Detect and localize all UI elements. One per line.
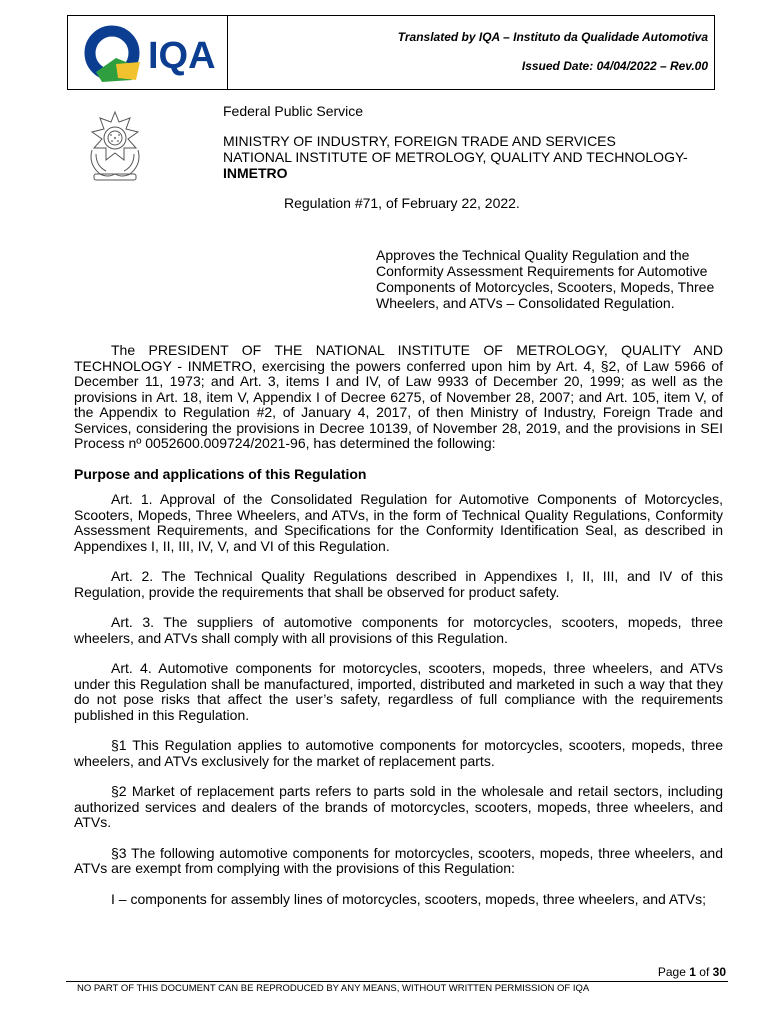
section-heading: Purpose and applications of this Regulation	[74, 465, 367, 482]
paragraph-2: §2 Market of replacement parts refers to parts sold in the wholesale and retail sectors, including authorized services and dealers of the brands of motorcycles, scooters, mopeds, three wheelers, and ATVs.	[74, 783, 723, 830]
regulation-summary: Approves the Technical Quality Regulation and the Conformity Assessment Requirements for Automotive Components of Motorcycles, Scooters, Mopeds, Three Wheelers, and ATVs – Consolidated Regulation.	[376, 247, 715, 311]
article-3: Art. 3. The suppliers of automotive components for motorcycles, scooters, mopeds, three wheelers, and ATVs shall comply with all provisions of this Regulation.	[74, 614, 723, 646]
page-current: 1	[689, 965, 696, 979]
page-of: of	[699, 965, 710, 979]
paragraph-1: §1 This Regulation applies to automotive components for motorcycles, scooters, mopeds, three wheelers, and ATVs exclusively for the market of replacement parts.	[74, 737, 723, 769]
coat-of-arms-emblem	[84, 108, 146, 184]
translated-by-line: Translated by IQA – Instituto da Qualidade Automotiva	[397, 30, 708, 44]
regulation-title: Regulation #71, of February 22, 2022.	[284, 195, 520, 211]
page-total: 30	[712, 965, 726, 979]
institute-acronym: INMETRO	[223, 165, 288, 181]
issued-date: Issued Date: 04/04/2022 – Rev.00	[521, 59, 708, 73]
regulation-body	[74, 343, 723, 922]
item-i: I – components for assembly lines of motorcycles, scooters, mopeds, three wheelers, and ATVs;	[111, 890, 707, 907]
iqa-logo-cell	[68, 16, 228, 89]
federal-public-service: Federal Public Service	[223, 103, 364, 119]
ministry-name: MINISTRY OF INDUSTRY, FOREIGN TRADE AND SERVICES	[223, 133, 616, 149]
article-4: Art. 4. Automotive components for motorcycles, scooters, mopeds, three wheelers, and ATVs under this Regulation shall be manufactured, imported, distributed and marketed in such a way that they do not pose risks that affect the user’s safety, regardless of full compliance with the requirements published in this Regulation.	[74, 660, 723, 723]
paragraph-3: §3 The following automotive components for motorcycles, scooters, mopeds, three wheelers, and ATVs are exempt from complying with the provisions of this Regulation:	[74, 844, 723, 876]
logo-text: IQA	[148, 35, 216, 77]
preamble-paragraph: The PRESIDENT OF THE NATIONAL INSTITUTE OF METROLOGY, QUALITY AND TECHNOLOGY - INMETRO, exercising the powers conferred upon him by Art. 4, §2, of Law 5966 of December 11, 1973; and Art. 3, items I and IV, of Law 9933 of December 20, 1999; as well as the provisions in Art. 18, item V, Appendix I of Decree 6275, of November 28, 2007; and Art. 105, item V, of the Appendix to Regulation #2, of January 4, 2017, of then Ministry of Industry, Foreign Trade and Services, considering the provisions in Decree 10139, of November 28, 2019, and the provisions in SEI Process nº 0052600.009724/2021-96, has determined the following:	[74, 342, 723, 451]
page-label: Page	[657, 965, 686, 979]
article-2: Art. 2. The Technical Quality Regulations described in Appendixes I, II, III, and IV of this Regulation, provide the requirements that shall be observed for product safety.	[74, 568, 723, 600]
document-header	[67, 15, 715, 90]
iqa-logo	[74, 22, 222, 84]
institute-name: NATIONAL INSTITUTE OF METROLOGY, QUALITY AND TECHNOLOGY-	[223, 149, 688, 165]
footer-divider	[66, 981, 728, 982]
page-number	[658, 965, 726, 979]
article-1: Art. 1. Approval of the Consolidated Regulation for Automotive Components of Motorcycles, Scooters, Mopeds, Three Wheelers, and ATVs, in the form of Technical Quality Regulations, Conformity Assessment Requirements, and Specifications for the Conformity Identification Seal, as described in Appendixes I, II, III, IV, V, and VI of this Regulation.	[74, 491, 723, 554]
copyright-notice: NO PART OF THIS DOCUMENT CAN BE REPRODUCED BY ANY MEANS, WITHOUT WRITTEN PERMISSION OF IQA	[77, 983, 590, 994]
